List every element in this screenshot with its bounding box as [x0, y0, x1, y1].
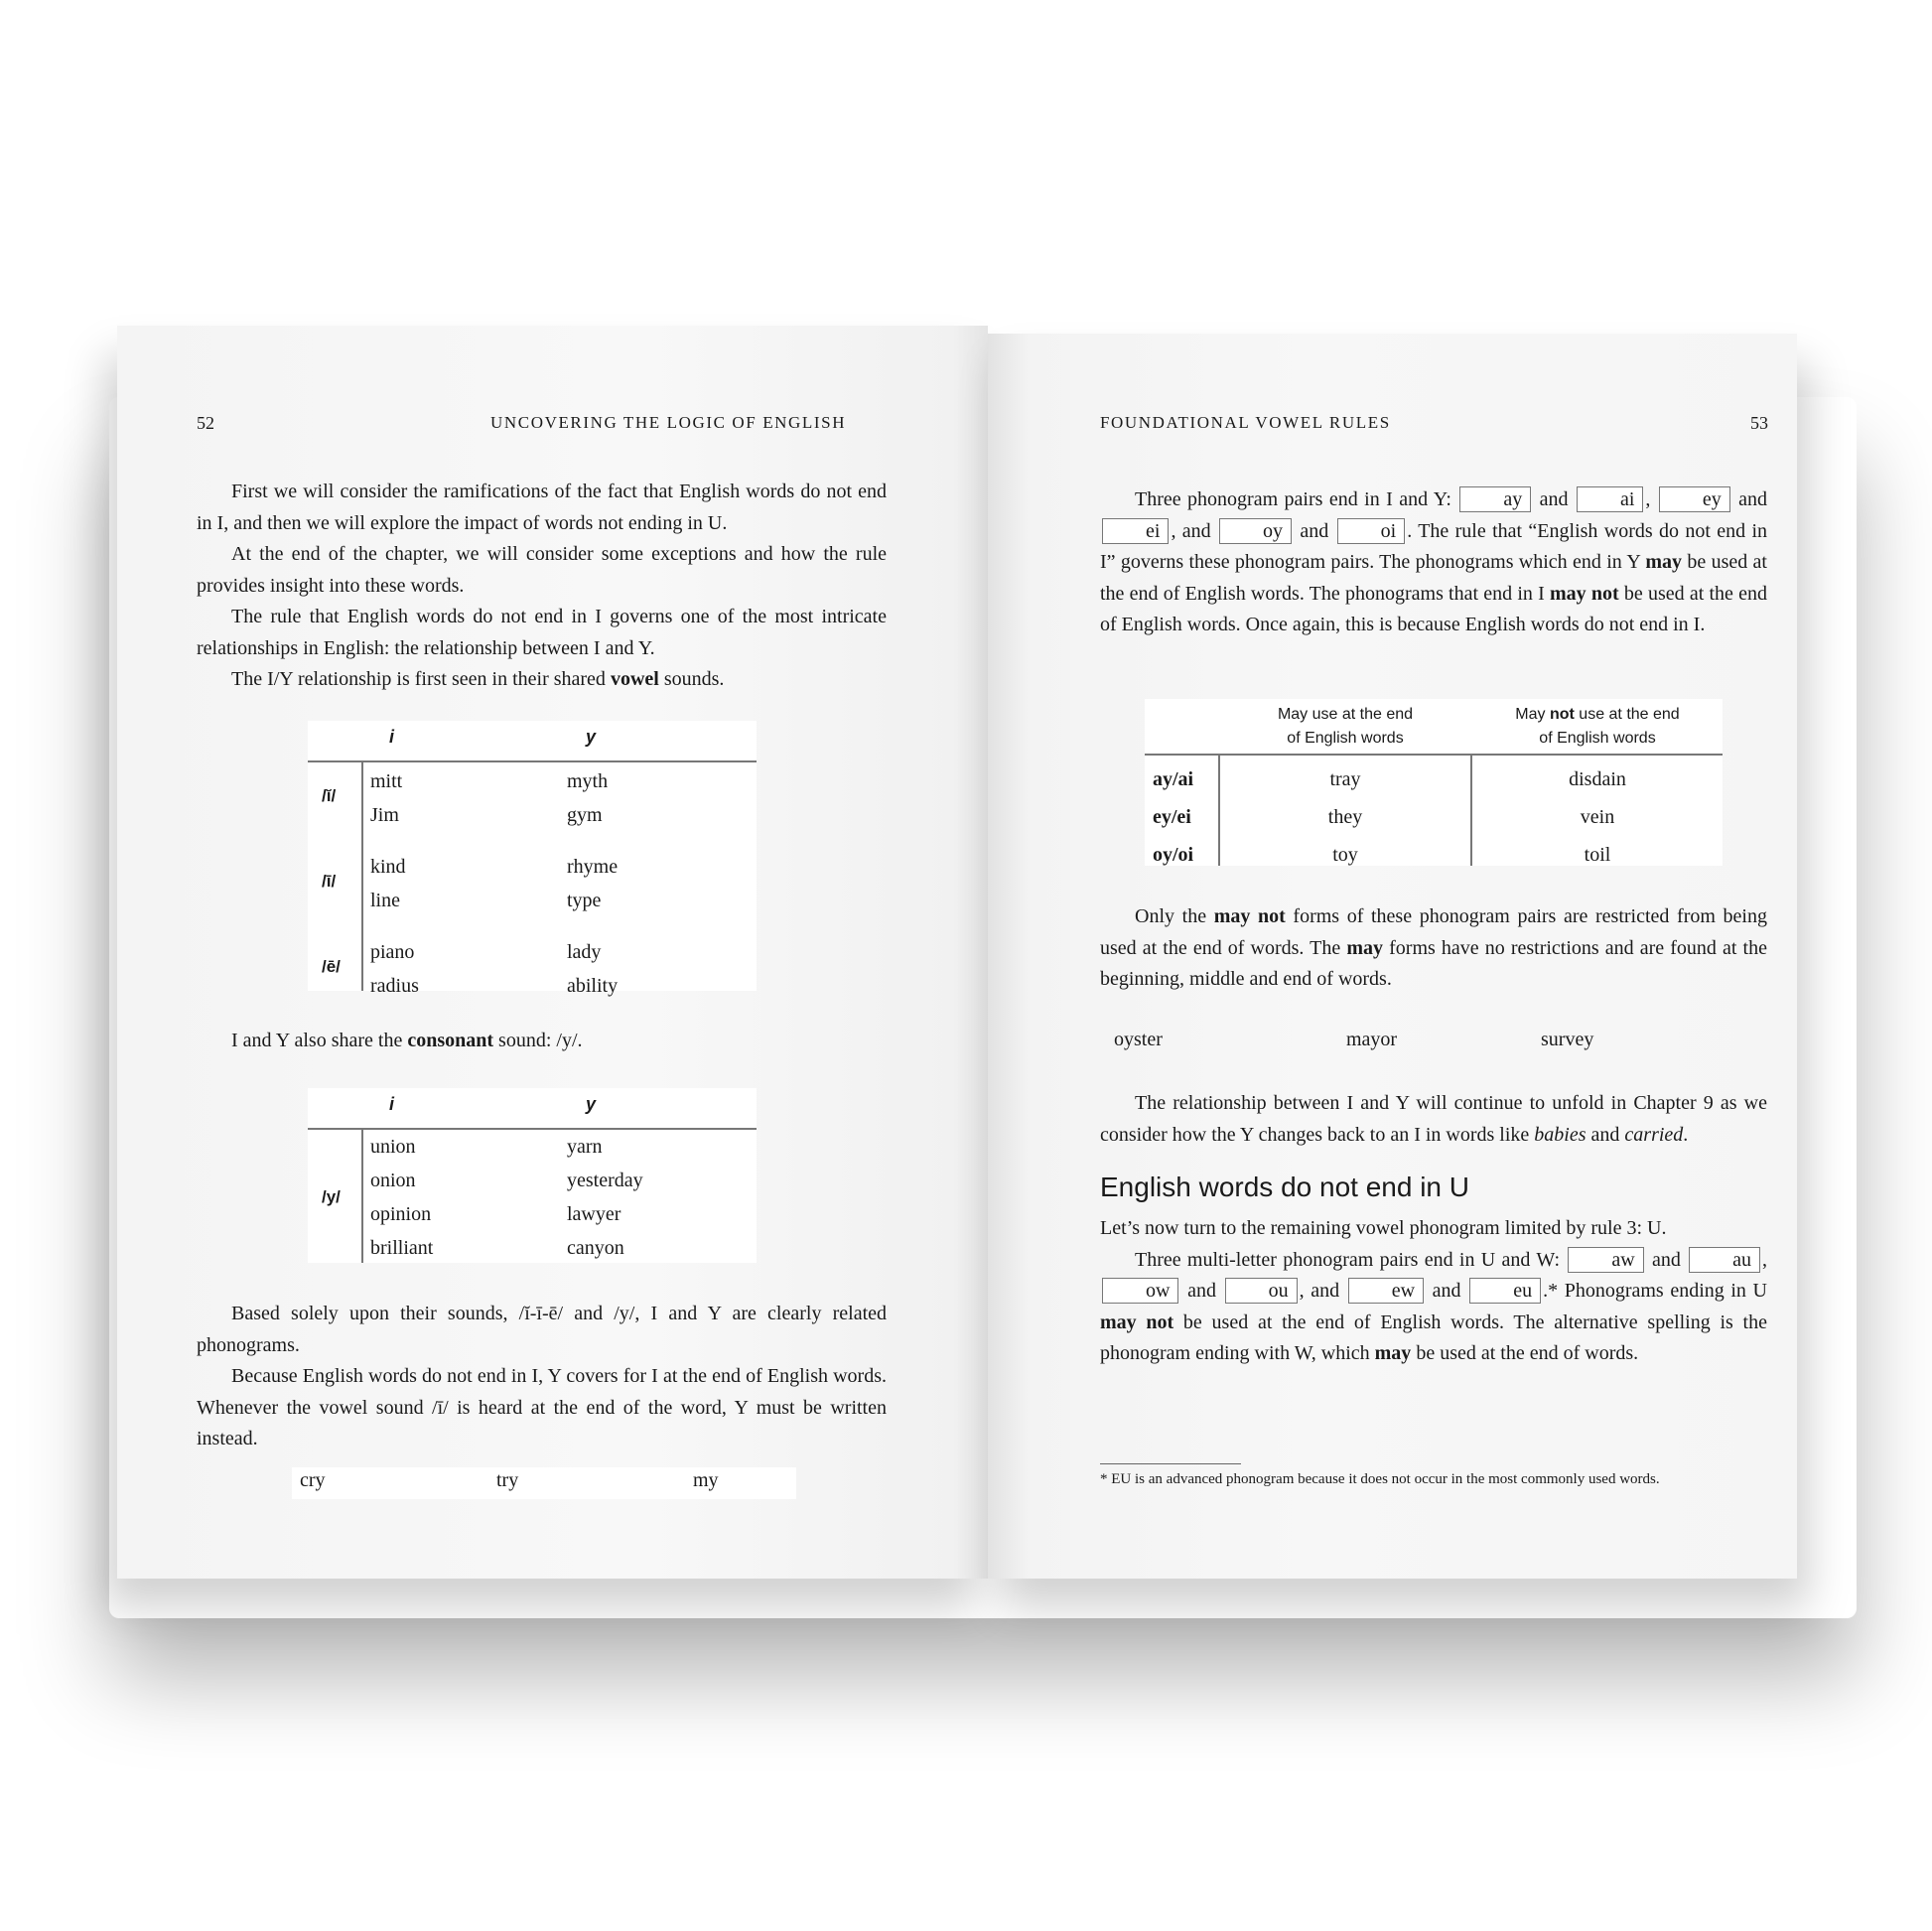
paragraph: Three phonogram pairs end in I and Y: ay and ai , ey and ei , and oy and oi . The rule that “English words do not end in I” governs these phonogram pairs. The phonograms which end in Y may be used at the end of English words. The phonograms that end in I may not be used at the end of English words. Once again, this is because English words do not end in I.	[1100, 488, 1768, 635]
paragraph: Let’s now turn to the remaining vowel phonogram limited by rule 3: U.	[1100, 1217, 1667, 1239]
column-header-i: i	[389, 727, 395, 747]
text-run: , and	[1299, 1280, 1340, 1302]
page-number: 52	[197, 413, 214, 433]
text-run: and	[1432, 1280, 1461, 1302]
example-word-row	[1100, 1029, 1767, 1060]
text-run: Three multi-letter phonogram pairs end in U and W:	[1135, 1248, 1561, 1271]
text-run: and	[1300, 519, 1329, 542]
table-cell: gym	[567, 804, 603, 826]
table-rule	[308, 1128, 757, 1130]
text-run: .	[1683, 1123, 1689, 1146]
table-cell: lady	[567, 941, 602, 963]
table-cell: toil	[1584, 844, 1611, 866]
text-run: sounds.	[658, 668, 725, 690]
italic-term: babies	[1534, 1123, 1587, 1146]
section-heading: English words do not end in U	[1100, 1172, 1469, 1202]
bold-term: may not	[1550, 582, 1619, 605]
example-word: try	[496, 1469, 519, 1491]
relationship-text	[1100, 1088, 1767, 1151]
table-rule	[308, 760, 757, 762]
text-run: I and Y also share the	[231, 1030, 408, 1051]
table-cell: piano	[370, 941, 415, 963]
header-line: of English words	[1539, 730, 1656, 747]
table-cell: tray	[1329, 768, 1361, 790]
text-run: be used at the end of words.	[1411, 1342, 1639, 1364]
bold-term: may not	[1213, 905, 1286, 927]
example-word: cry	[300, 1469, 326, 1491]
page-number: 53	[1750, 413, 1768, 433]
table-cell: yarn	[567, 1136, 603, 1158]
paragraph: At the end of the chapter, we will consider some exceptions and how the rule provides insight into these words.	[197, 543, 887, 597]
example-word: survey	[1541, 1029, 1594, 1050]
sound-label: /ĭ/	[322, 786, 337, 805]
text-run: and	[1187, 1280, 1216, 1302]
phonogram-pairs-text	[1100, 484, 1767, 641]
text-run: .* Phonograms ending in U	[1543, 1280, 1767, 1302]
table-cell: type	[567, 890, 602, 911]
bold-term: consonant	[407, 1030, 494, 1051]
u-rule-text	[1100, 1213, 1767, 1370]
example-word: oyster	[1114, 1029, 1163, 1050]
sound-label: /ē/	[322, 957, 341, 976]
table-cell: mitt	[370, 770, 403, 792]
bold-term: vowel	[610, 668, 659, 690]
column-header-y: y	[586, 1094, 597, 1114]
table-cell: union	[370, 1136, 416, 1158]
paragraph: Three multi-letter phonogram pairs end in U and W: aw and au , ow and ou , and ew and eu .* Phonograms ending in U may not be used at the end of English words. The alternative spelling is the phonogram ending with W, which may be used at the end of words.	[1100, 1248, 1768, 1364]
consonant-intro	[197, 1026, 887, 1057]
text-run: and	[1539, 488, 1569, 510]
text-run: . The rule that “English words do not end in I” governs these phonogram pairs. The phonograms which end in Y	[1100, 519, 1768, 573]
table-cell: brilliant	[370, 1237, 434, 1259]
bold-term: may not	[1100, 1310, 1174, 1333]
table-cell: lawyer	[567, 1203, 621, 1225]
row-label: oy/oi	[1153, 844, 1194, 866]
table-cell: myth	[567, 770, 609, 792]
table-cell: radius	[370, 975, 419, 997]
text-run: The I/Y relationship is first seen in their shared	[231, 668, 611, 690]
paragraph	[197, 664, 887, 696]
phonogram-box: ew	[1348, 1278, 1424, 1304]
phonogram-box: au	[1689, 1247, 1760, 1273]
phonogram-box: ow	[1102, 1278, 1178, 1304]
table-cell: Jim	[370, 804, 399, 826]
text-run: and	[1181, 519, 1211, 542]
footnote: * EU is an advanced phonogram because it does not occur in the most commonly used words.	[1100, 1471, 1660, 1487]
paragraph	[1100, 901, 1767, 996]
table-cell: opinion	[370, 1203, 432, 1225]
row-label: ey/ei	[1153, 806, 1191, 828]
italic-term: carried	[1624, 1123, 1684, 1146]
header-line: of English words	[1287, 730, 1404, 747]
text-run: The relationship between I and Y will continue to unfold in Chapter 9 as we consider how the Y changes back to an I in words like	[1100, 1092, 1767, 1146]
phonogram-box: aw	[1568, 1247, 1643, 1273]
phonogram-box: ei	[1102, 518, 1169, 544]
phonogram-box: eu	[1469, 1278, 1541, 1304]
table-rule	[361, 1129, 363, 1263]
table-cell: onion	[370, 1170, 416, 1191]
text-run: be used at the end of English words. The phonograms that end in I	[1100, 551, 1767, 605]
table-cell: rhyme	[567, 856, 619, 878]
text-run: Only the	[1135, 905, 1214, 927]
text-run: forms have no restrictions and are found at the beginning, middle and end of words.	[1100, 936, 1767, 990]
running-head: UNCOVERING THE LOGIC OF ENGLISH	[490, 413, 847, 432]
text-run: be used at the end of English words. The alternative spelling is the phonogram ending with W, which	[1100, 1310, 1767, 1364]
may-use-table	[1145, 699, 1723, 866]
phonogram-box: ay	[1459, 486, 1531, 512]
running-head: FOUNDATIONAL VOWEL RULES	[1100, 413, 1391, 432]
example-word: mayor	[1346, 1029, 1398, 1050]
sound-label: /ī/	[322, 872, 337, 891]
right-page	[988, 334, 1797, 1579]
table-cell: yesterday	[567, 1170, 643, 1191]
phonogram-box: oy	[1219, 518, 1292, 544]
table-cell: ability	[567, 975, 619, 997]
table-cell: toy	[1332, 844, 1358, 866]
sound-label: /y/	[322, 1187, 341, 1206]
phonogram-box: ou	[1225, 1278, 1298, 1304]
text-run: be used at the end of English words. Once again, this is because English words do not end in I.	[1100, 582, 1767, 635]
closing-text	[197, 1299, 887, 1455]
left-page	[117, 326, 988, 1579]
table-cell: canyon	[567, 1237, 624, 1259]
header-line: May use at the end	[1277, 706, 1414, 723]
text-run: and	[1586, 1123, 1625, 1146]
phonogram-box: ai	[1577, 486, 1643, 512]
footnote-rule	[1100, 1463, 1241, 1464]
header-line	[1472, 703, 1723, 727]
text-run: Three phonogram pairs end in I and Y:	[1135, 488, 1451, 510]
row-label: ay/ai	[1153, 768, 1194, 790]
bold-term: may	[1346, 936, 1384, 959]
column-header-i: i	[389, 1094, 395, 1114]
column-header-y: y	[586, 727, 597, 747]
phonogram-box: ey	[1659, 486, 1730, 512]
table-cell: they	[1327, 806, 1363, 828]
table-rule	[361, 761, 363, 991]
example-word: my	[693, 1469, 719, 1491]
table-cell: vein	[1580, 806, 1615, 828]
paragraph	[197, 1026, 887, 1057]
paragraph	[1100, 1088, 1767, 1151]
table-cell: kind	[370, 856, 406, 878]
table-cell: line	[370, 890, 400, 911]
paragraph: Because English words do not end in I, Y covers for I at the end of English words. Whenever the vowel sound /ī/ is heard at the end of the word, Y must be written instead.	[197, 1365, 887, 1449]
phonogram-box: oi	[1337, 518, 1406, 544]
text-run: sound: /y/.	[493, 1030, 583, 1051]
paragraph: The rule that English words do not end in I governs one of the most intricate relationships in English: the relationship between I and Y.	[197, 606, 887, 659]
paragraph: First we will consider the ramifications of the fact that English words do not end in I, and then we will explore the impact of words not ending in U.	[197, 481, 887, 534]
bold-term: not	[1549, 706, 1575, 723]
paragraph: Based solely upon their sounds, /ĭ-ī-ē/ and /y/, I and Y are clearly related phonograms.	[197, 1303, 887, 1356]
intro-text	[197, 477, 887, 696]
text-run: May	[1515, 706, 1550, 723]
bold-term: may	[1645, 551, 1683, 573]
text-run: and	[1651, 1248, 1681, 1271]
text-run: use at the end	[1574, 706, 1680, 723]
column-header-may-not	[1472, 703, 1723, 751]
table-cell: disdain	[1569, 768, 1626, 790]
example-word-row	[292, 1467, 796, 1499]
bold-term: may	[1374, 1342, 1412, 1364]
text-run: and	[1738, 488, 1768, 510]
text-run: forms of these phonogram pairs are restricted from being used at the end of words. The	[1100, 905, 1767, 959]
consonant-sound-table	[308, 1088, 757, 1263]
column-header-may	[1220, 703, 1470, 751]
table-rule	[1145, 754, 1723, 756]
vowel-sound-table	[308, 721, 757, 997]
may-not-text	[1100, 901, 1767, 996]
